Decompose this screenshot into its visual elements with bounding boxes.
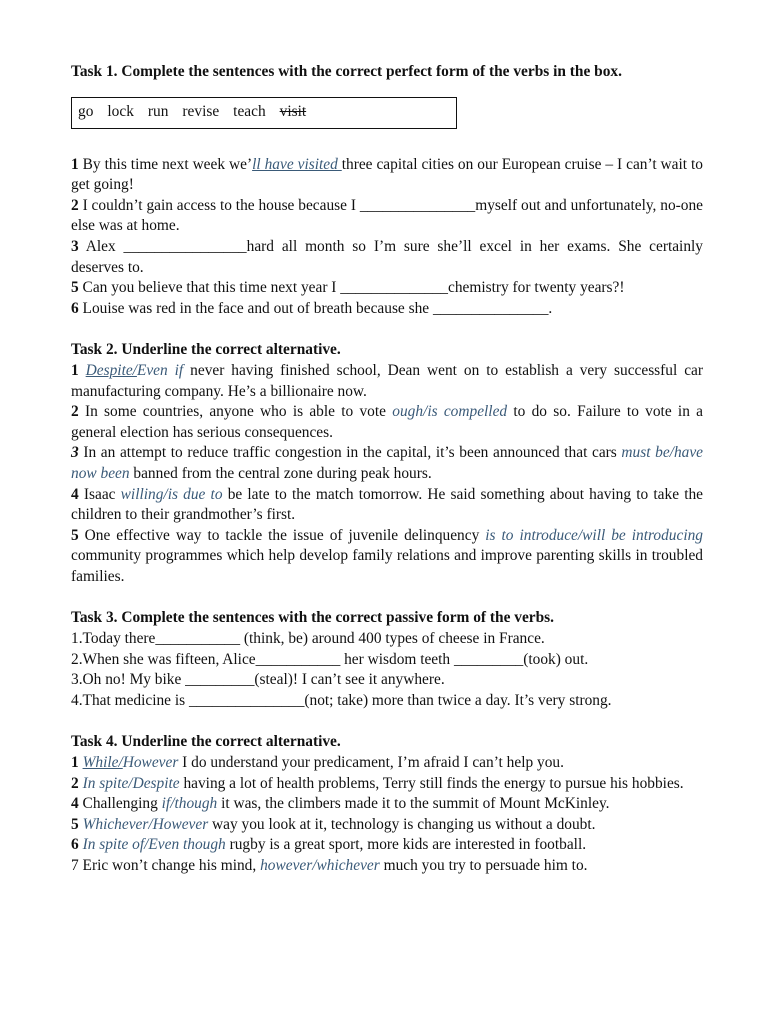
sentence-text: I couldn’t gain access to the house because I _______________myself out and unfortunately, no-one else was at home.: [71, 196, 703, 235]
item-number: 2: [71, 774, 79, 792]
option-text: ough/is compelled: [392, 403, 508, 421]
task3-title: Task 3. Complete the sentences with the correct passive form of the verbs.: [71, 609, 555, 627]
sentence-text: rugby is a great sport, more kids are interested in football.: [225, 836, 587, 854]
task2-sentence-5: [71, 526, 703, 588]
task4-sentence-2: [71, 774, 703, 795]
sentence-text: to do so. Failure to vote in a general election has serious consequences.: [71, 403, 703, 441]
verb-word: revise: [182, 103, 220, 121]
item-number: 1: [71, 754, 79, 772]
item-number: 4: [71, 485, 79, 503]
option-text: if/though: [161, 795, 218, 813]
option-text: In spite/Despite: [82, 774, 180, 792]
item-number: 3: [71, 237, 79, 255]
item-number: 7: [71, 857, 79, 874]
task4-sentence-6: [71, 835, 703, 856]
item-number: 1: [71, 361, 79, 379]
option-text: willing/is due to: [120, 485, 223, 503]
verb-word: run: [147, 103, 169, 121]
worksheet: [71, 62, 703, 877]
spacer: [71, 587, 703, 608]
verb-word: go: [78, 103, 94, 121]
option-text: In spite of/Even though: [82, 836, 226, 854]
item-number: 3: [71, 444, 79, 462]
sentence-text: In some countries, anyone who is able to vote: [78, 403, 393, 421]
verb-word: lock: [107, 103, 134, 121]
option-text: must be/have now been: [71, 444, 703, 482]
item-number: 6: [71, 299, 79, 317]
sentence-text: be late to the match tomorrow. He said something about having to take the children to their grandmother’s first.: [71, 485, 703, 524]
task4-sentence-7: [71, 856, 703, 877]
task3-line-1: 1.Today there___________ (think, be) around 400 types of cheese in France.: [71, 630, 545, 648]
option-text: However: [122, 754, 179, 772]
verb-word-struck: visit: [279, 103, 307, 121]
item-number: 6: [71, 836, 79, 854]
task1-sentence-5: [71, 278, 703, 299]
item-number: 1: [71, 155, 79, 173]
task2-sentence-2: [71, 402, 703, 443]
option-text: is to introduce/will be introducing: [485, 526, 703, 544]
sentence-text: community programmes which help develop family relations and improve parenting skills in troubled families.: [71, 547, 703, 585]
item-number: 5: [71, 279, 79, 297]
task2-sentence-3: [71, 443, 703, 484]
task3-line-3: 3.Oh no! My bike _________(steal)! I can’t see it anywhere.: [71, 671, 445, 689]
sentence-text: Eric won’t change his mind,: [78, 857, 261, 874]
item-number: 4: [71, 795, 79, 813]
sentence-text: Isaac: [78, 485, 121, 503]
task1-sentence-6: [71, 299, 703, 320]
sentence-text: banned from the central zone during peak hours.: [129, 464, 432, 482]
sentence-text: One effective way to tackle the issue of juvenile delinquency: [78, 526, 486, 544]
task2-title: Task 2. Underline the correct alternative.: [71, 341, 341, 359]
task4-sentence-1: [71, 753, 703, 774]
task3-line-4: 4.That medicine is _______________(not; take) more than twice a day. It’s very strong.: [71, 691, 612, 709]
sentence-text: it was, the climbers made it to the summit of Mount McKinley.: [217, 795, 610, 813]
item-number: 2: [71, 196, 79, 214]
sentence-text: never having finished school, Dean went on to establish a very successful car manufacturing company. He’s a billionaire now.: [71, 361, 703, 400]
task1-title: Task 1. Complete the sentences with the correct perfect form of the verbs in the box.: [71, 63, 622, 80]
example-answer: ll have visited: [252, 155, 342, 173]
sentence-text: having a lot of health problems, Terry still finds the energy to pursue his hobbies.: [179, 774, 684, 792]
sentence-text: In an attempt to reduce traffic congestion in the capital, it’s been announced that cars: [78, 444, 622, 462]
option-text: Even if: [136, 361, 184, 379]
sentence-text: Alex ________________hard all month so I’m sure she’ll excel in her exams. She certainly deserves to.: [71, 237, 703, 276]
verb-box: [71, 97, 457, 129]
sentence-text: Louise was red in the face and out of breath because she _______________.: [78, 299, 553, 317]
option-text: Whichever/However: [82, 815, 209, 833]
sentence-text: way you look at it, technology is changing us without a doubt.: [208, 815, 596, 833]
option-text: While/: [82, 754, 123, 772]
spacer: [71, 711, 703, 732]
item-number: 2: [71, 403, 79, 421]
task4-sentence-4: [71, 794, 703, 815]
spacer: [71, 319, 703, 340]
sentence-text: much you try to persuade him to.: [379, 857, 588, 874]
sentence-text: three capital cities on our European cruise – I can’t wait to get going!: [71, 155, 703, 194]
task4-title: Task 4. Underline the correct alternative.: [71, 733, 341, 751]
item-number: 5: [71, 815, 79, 833]
sentence-text: Can you believe that this time next year I ______________chemistry for twenty years?!: [78, 279, 625, 297]
option-text: Despite/: [85, 361, 137, 379]
task1-sentence-3: [71, 237, 703, 278]
task1-sentence-2: [71, 196, 703, 237]
sentence-text: By this time next week we’: [78, 155, 253, 173]
option-text: however/whichever: [260, 857, 380, 874]
task4-sentence-5: [71, 815, 703, 836]
task2-sentence-4: [71, 485, 703, 526]
task3-line-2: 2.When she was fifteen, Alice___________ her wisdom teeth _________(took) out.: [71, 650, 589, 668]
task2-sentence-1: [71, 361, 703, 402]
item-number: 5: [71, 526, 79, 544]
task1-sentence-1: [71, 155, 703, 196]
verb-word: teach: [233, 103, 266, 121]
sentence-text: I do understand your predicament, I’m afraid I can’t help you.: [178, 754, 564, 772]
sentence-text: Challenging: [78, 795, 162, 813]
